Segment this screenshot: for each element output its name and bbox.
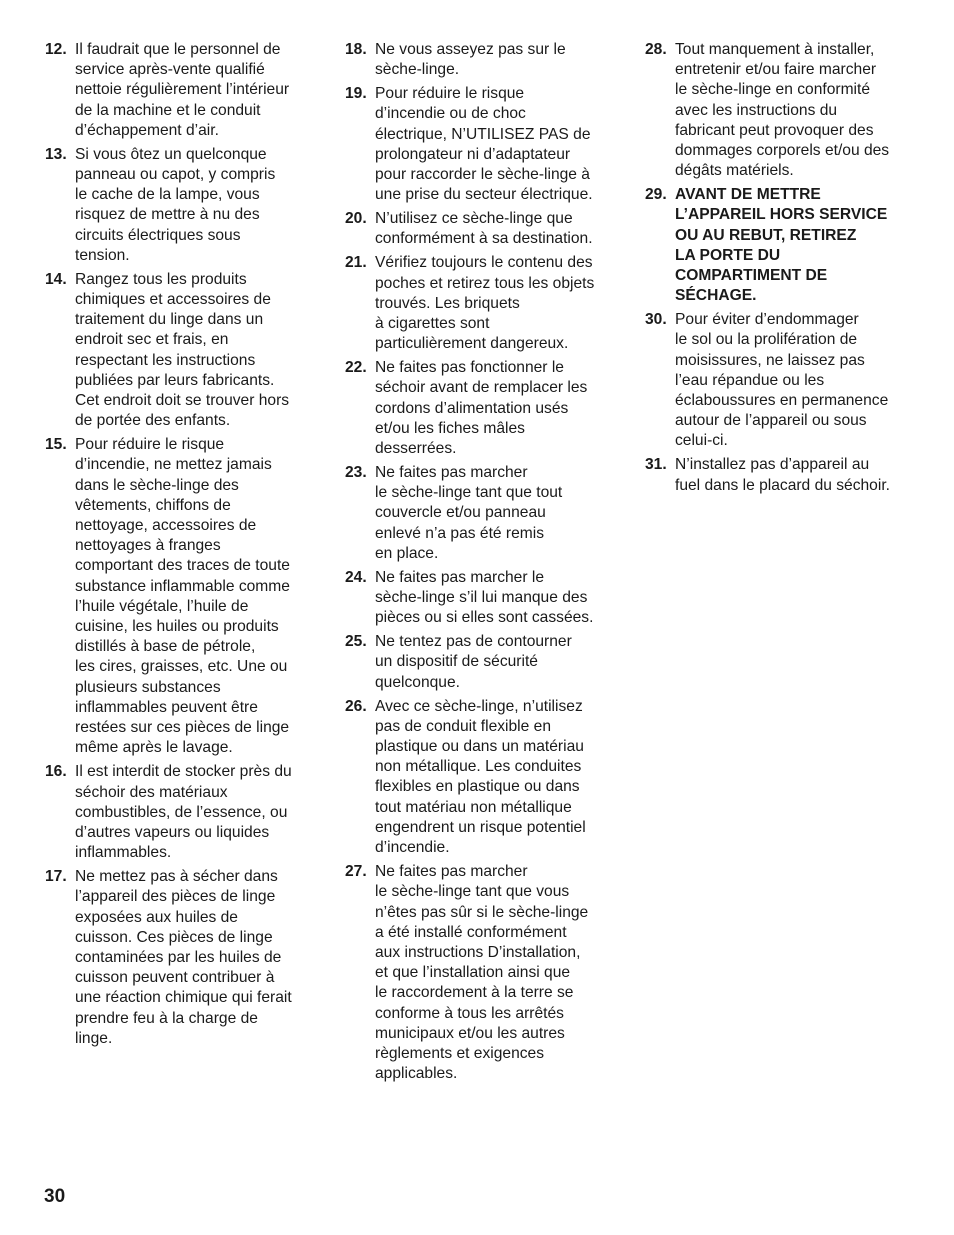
item-text: Ne faites pas marcher le sèche-linge tant que vous n’êtes pas sûr si le sèche-linge a été installé conformément aux instructions D’installation, et que l’installation ainsi que le raccordement à la terre se conforme à tous les arrêtés municipaux et/ou les autres règlements et exigences applicables.	[375, 863, 589, 1083]
item-text: Si vous ôtez un quelconque panneau ou capot, y compris le cache de la lampe, vous risquez de mettre à nu des circuits électriques sous tension.	[75, 145, 276, 264]
list-item	[645, 40, 913, 181]
item-number: 29.	[645, 186, 667, 204]
list-item-warning	[645, 185, 913, 306]
item-number: 22.	[345, 359, 367, 377]
item-number: 17.	[45, 868, 67, 886]
item-text: Ne tentez pas de contourner un dispositif de sécurité quelconque.	[375, 633, 572, 691]
list-item	[345, 568, 613, 629]
item-text: Pour réduire le risque d’incendie, ne mettez jamais dans le sèche-linge des vêtements, chiffons de nettoyage, accessoires de nettoyages à franges comportant des traces de toute substance inflammable comme l’huile végétale, l’huile de cuisine, les huiles ou produits distillés à base de pétrole, les cires, graisses, etc. Une ou plusieurs substances inflammables peuvent être restées sur ces pièces de linge même après le lavage.	[75, 436, 290, 757]
item-text: Il est interdit de stocker près du séchoir des matériaux combustibles, de l’essence, ou d’autres vapeurs ou liquides inflammables.	[75, 763, 292, 862]
list-item	[45, 145, 313, 266]
item-number: 20.	[345, 210, 367, 228]
item-number: 31.	[645, 456, 667, 474]
item-number: 12.	[45, 41, 67, 58]
page-number: 30	[44, 1186, 66, 1207]
column-3	[645, 40, 913, 500]
item-text: Vérifiez toujours le contenu des poches et retirez tous les objets trouvés. Les briquets à cigarettes sont particulièrement dangereux.	[375, 254, 595, 353]
item-number: 16.	[45, 763, 67, 781]
item-number: 14.	[45, 270, 67, 288]
item-number: 19.	[345, 85, 367, 103]
list-item	[45, 270, 313, 432]
list-item	[345, 84, 613, 205]
item-text: Pour éviter d’endommager le sol ou la prolifération de moisissures, ne laissez pas l’eau répandue ou les éclaboussures en permanence autour de l’appareil ou sous celui-ci.	[675, 311, 889, 450]
list-item	[345, 40, 613, 80]
list-item	[345, 697, 613, 859]
column-2	[345, 40, 613, 1088]
list-item	[345, 632, 613, 693]
list-item	[345, 463, 613, 564]
item-text: N’utilisez ce sèche-linge que conformément à sa destination.	[375, 210, 593, 248]
item-text: N’installez pas d’appareil au fuel dans le placard du séchoir.	[675, 456, 890, 494]
item-number: 13.	[45, 145, 67, 163]
list-item	[345, 862, 613, 1084]
item-text: Avec ce sèche-linge, n’utilisez pas de conduit flexible en plastique ou dans un matériau non métallique. Les conduites flexibles en plastique ou dans tout matériau non métallique engendrent un risque potentiel d’incendie.	[375, 697, 586, 857]
item-number: 26.	[345, 697, 367, 715]
item-text: Ne faites pas marcher le sèche-linge s’il lui manque des pièces ou si elles sont cassées.	[375, 568, 594, 627]
list-item	[45, 435, 313, 758]
list-item	[45, 40, 313, 141]
item-number: 28.	[645, 41, 667, 58]
item-number: 24.	[345, 568, 367, 586]
list-item	[345, 253, 613, 354]
item-text: AVANT DE METTRE L’APPAREIL HORS SERVICE OU AU REBUT, RETIREZ LA PORTE DU COMPARTIMENT DE SÉCHAGE.	[675, 186, 888, 305]
list-item	[645, 455, 913, 495]
item-text: Rangez tous les produits chimiques et accessoires de traitement du linge dans un endroit sec et frais, en respectant les instructions publiées par leurs fabricants. Cet endroit doit se trouver hors de portée des enfants.	[75, 270, 290, 430]
item-text: Ne faites pas marcher le sèche-linge tant que tout couvercle et/ou panneau enlevé n’a pas été remis en place.	[375, 464, 563, 562]
item-number: 30.	[645, 311, 667, 329]
item-text: Ne vous asseyez pas sur le sèche-linge.	[375, 41, 566, 79]
item-number: 27.	[345, 863, 367, 881]
item-text: Tout manquement à installer, entretenir et/ou faire marcher le sèche-linge en conformité avec les instructions du fabricant peut provoquer des dommages corporels et/ou des dégâts matériels.	[675, 41, 890, 180]
item-number: 15.	[45, 436, 67, 454]
list-item	[645, 310, 913, 451]
item-number: 25.	[345, 633, 367, 651]
item-number: 21.	[345, 254, 367, 272]
item-text: Ne mettez pas à sécher dans l’appareil des pièces de linge exposées aux huiles de cuisson. Ces pièces de linge contaminées par les huiles de cuisson peuvent contribuer à une réaction chimique qui ferait prendre feu à la charge de linge.	[75, 868, 292, 1047]
list-item	[45, 867, 313, 1049]
list-item	[45, 762, 313, 863]
item-number: 23.	[345, 464, 367, 482]
item-number: 18.	[345, 41, 367, 58]
item-text: Il faudrait que le personnel de service après-vente qualifié nettoie régulièrement l’intérieur de la machine et le conduit d’échappement d’air.	[75, 41, 290, 139]
item-text: Ne faites pas fonctionner le séchoir avant de remplacer les cordons d’alimentation usés et/ou les fiches mâles desserrées.	[375, 359, 588, 458]
item-text: Pour réduire le risque d’incendie ou de choc électrique, N’UTILISEZ PAS de prolongateur ni d’adaptateur pour raccorder le sèche-linge à une prise du secteur électrique.	[375, 85, 593, 204]
column-1	[45, 40, 313, 1053]
list-item	[345, 358, 613, 459]
list-item	[345, 209, 613, 249]
